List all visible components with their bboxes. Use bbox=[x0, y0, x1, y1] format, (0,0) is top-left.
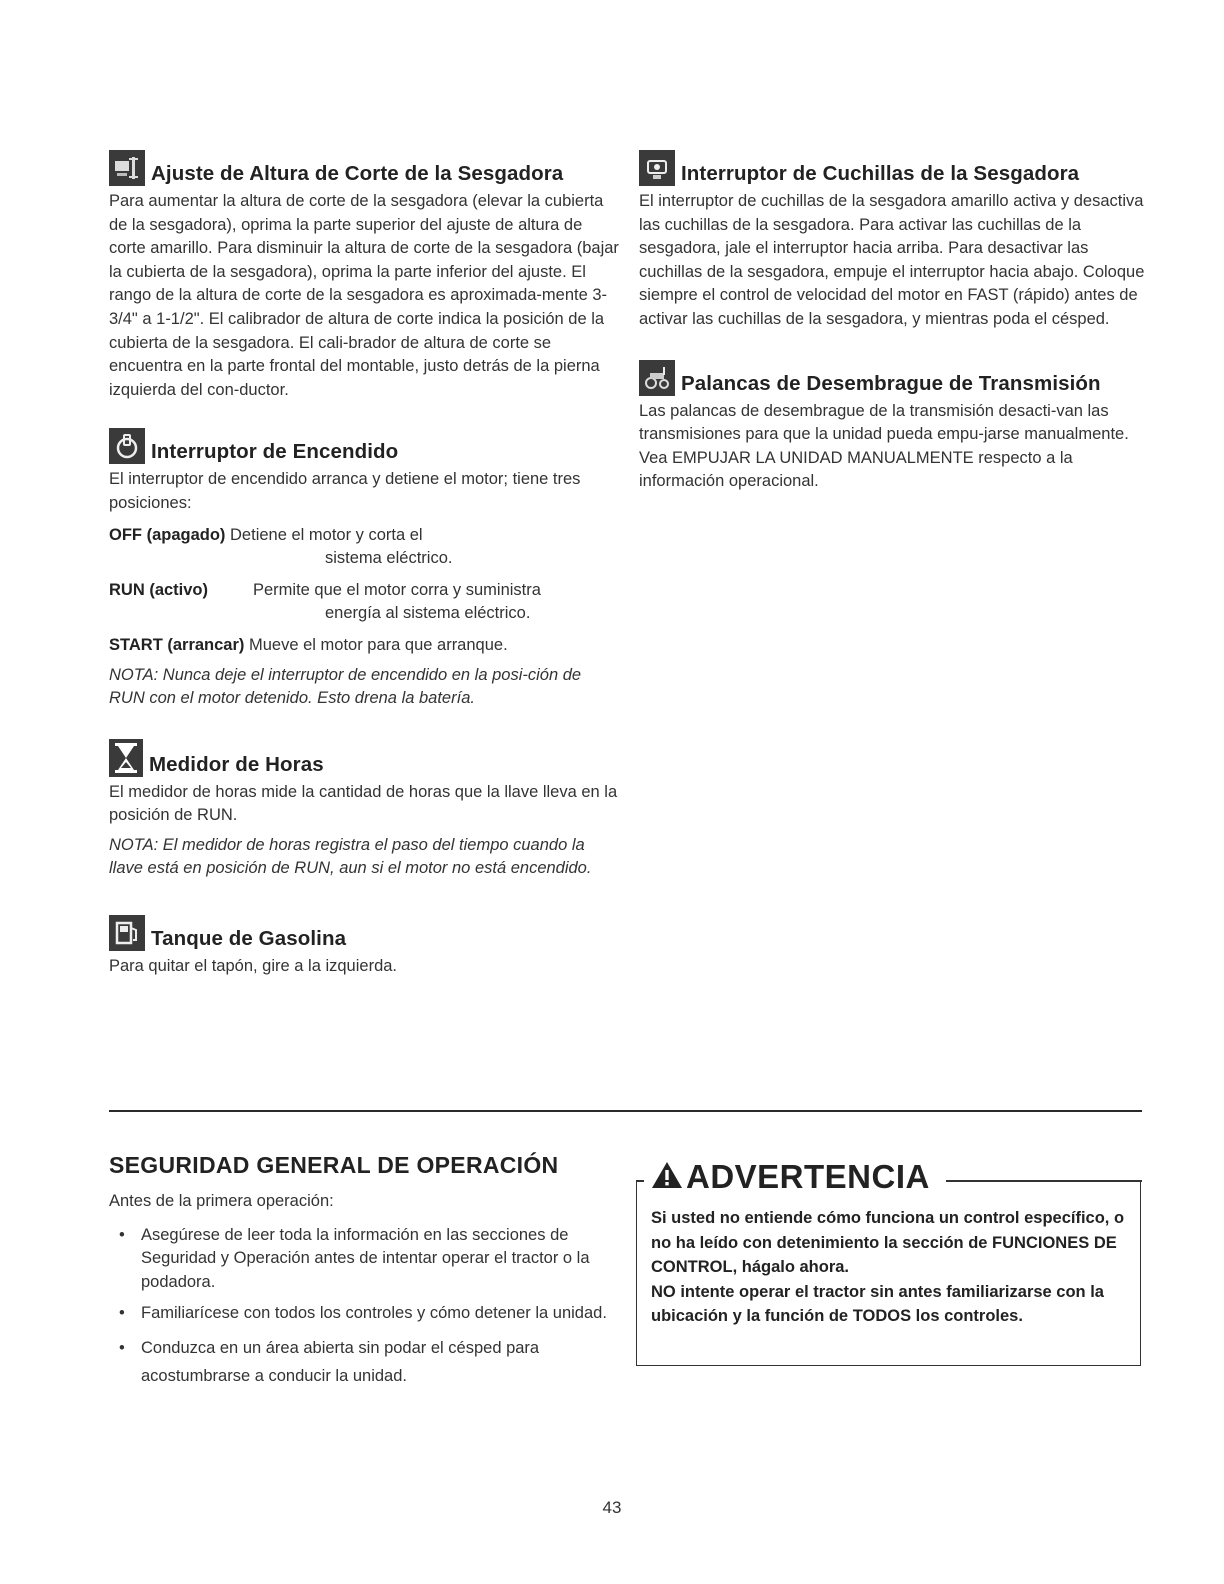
right-column bbox=[639, 150, 1149, 494]
section-title: Medidor de Horas bbox=[149, 752, 324, 776]
bullet-text: Asegúrese de leer toda la información en las secciones de Seguridad y Operación antes de intentar operar el tractor o la podadora. bbox=[141, 1225, 590, 1291]
hourglass-icon bbox=[109, 739, 143, 777]
transmission-icon bbox=[639, 360, 675, 396]
position-label: START (arrancar) bbox=[109, 635, 245, 654]
section-title: Tanque de Gasolina bbox=[151, 927, 347, 951]
section-header bbox=[639, 150, 1149, 186]
page-number: 43 bbox=[602, 1498, 622, 1517]
warning-header bbox=[650, 1158, 930, 1196]
section-medidor-horas bbox=[109, 739, 619, 881]
position-text-cont: sistema eléctrico. bbox=[325, 549, 453, 568]
section-divider bbox=[109, 1110, 1142, 1112]
section-body: El interruptor de encendido arranca y detiene el motor; tiene tres posiciones: bbox=[109, 470, 581, 512]
section-header bbox=[109, 150, 619, 186]
position-start bbox=[109, 634, 619, 658]
general-intro: Antes de la primera operación: bbox=[109, 1192, 334, 1210]
position-text: Mueve el motor para que arranque. bbox=[249, 635, 508, 654]
left-column bbox=[109, 150, 619, 979]
section-header bbox=[639, 360, 1149, 396]
blade-switch-icon bbox=[639, 150, 675, 186]
section-header bbox=[109, 428, 619, 464]
section-body: Para quitar el tapón, gire a la izquierda. bbox=[109, 957, 398, 976]
section-body: El medidor de horas mide la cantidad de horas que la llave lleva en la posición de RUN. bbox=[109, 782, 618, 825]
bullet-icon: • bbox=[119, 1304, 125, 1323]
position-text: Detiene el motor y corta el bbox=[230, 525, 423, 544]
bullet-icon: • bbox=[119, 1338, 125, 1357]
position-label: OFF (apagado) bbox=[109, 525, 226, 544]
warning-triangle-icon bbox=[650, 1160, 684, 1195]
general-safety-title: SEGURIDAD GENERAL DE OPERACIÓN bbox=[109, 1152, 559, 1178]
bullet-item bbox=[109, 1224, 629, 1295]
position-text-cont: energía al sistema eléctrico. bbox=[325, 604, 531, 623]
warning-title: ADVERTENCIA bbox=[686, 1158, 930, 1195]
section-body: Para aumentar la altura de corte de la sesgadora (elevar la cubierta de la sesgadora), oprima la parte superior del ajuste de altura de corte amarillo. Para disminuir la altura de corte de la sesgadora (bajar la cubierta de la sesgadora), oprima la parte inferior del ajuste. El rango de la altura de corte de la sesgadora es aproximada-mente 3-3/4" a 1-1/2". El calibrador de altura de corte indica la posición de la cubierta de la sesgadora. El cali-brador de altura de corte se encuentra en la parte frontal del montable, justo detrás de la pierna izquierda del con-ductor. bbox=[109, 192, 619, 399]
section-body: El interruptor de cuchillas de la sesgadora amarillo activa y desactiva las cuchillas de la sesgadora. Para activar las cuchillas de la sesgadora, jale el interruptor hacia arriba. Para desactivar las cuchillas de la sesgadora, empuje el interruptor hacia abajo. Coloque siempre el control de velocidad del motor en FAST (rápido) antes de activar las cuchillas de la sesgadora, y mientras poda el césped. bbox=[639, 192, 1145, 328]
section-palancas bbox=[639, 360, 1149, 494]
section-title: Palancas de Desembrague de Transmisión bbox=[681, 371, 1101, 395]
position-run bbox=[109, 579, 619, 626]
section-tanque bbox=[109, 915, 619, 979]
position-label: RUN (activo) bbox=[109, 580, 209, 599]
section-ajuste-altura bbox=[109, 150, 619, 402]
bullet-text: Familiarícese con todos los controles y cómo detener la unidad. bbox=[141, 1304, 607, 1323]
position-text: Permite que el motor corra y suministra bbox=[253, 580, 541, 599]
bullet-text: Conduzca en un área abierta sin podar el césped para acostumbrarse a conducir la unidad. bbox=[141, 1338, 540, 1385]
warning-text bbox=[651, 1206, 1131, 1329]
section-body: Las palancas de desembrague de la transmisión desacti-van las transmisiones para que la unidad pueda empu-jarse manualmente. Vea EMPUJAR LA UNIDAD MANUALMENTE respecto a la información operacional. bbox=[639, 401, 1129, 491]
warning-line-2: NO intente operar el tractor sin antes familiarizarse con la ubicación y la función de TODOS los controles. bbox=[651, 1282, 1104, 1325]
warning-line-1: Si usted no entiende cómo funciona un control específico, o no ha leído con detenimiento la sección de FUNCIONES DE CONTROL, hágalo ahora. bbox=[651, 1209, 1125, 1276]
general-safety-body bbox=[109, 1190, 629, 1390]
section-title: Ajuste de Altura de Corte de la Sesgadora bbox=[151, 162, 564, 185]
fuel-icon bbox=[109, 915, 145, 951]
section-title: Interruptor de Encendido bbox=[151, 440, 399, 464]
bullet-icon: • bbox=[119, 1225, 125, 1244]
position-off bbox=[109, 524, 619, 571]
mower-height-icon bbox=[109, 150, 145, 186]
bullet-item bbox=[109, 1334, 629, 1390]
section-note: NOTA: Nunca deje el interruptor de encendido en la posi-ción de RUN con el motor detenido. Esto drena la batería. bbox=[109, 665, 582, 708]
section-title: Interruptor de Cuchillas de la Sesgadora bbox=[681, 162, 1080, 185]
section-interruptor-cuchillas bbox=[639, 150, 1149, 332]
section-header bbox=[109, 915, 619, 951]
ignition-icon bbox=[109, 428, 145, 464]
bullet-item bbox=[109, 1302, 629, 1326]
section-note: NOTA: El medidor de horas registra el paso del tiempo cuando la llave está en posición de RUN, aun si el motor no está encendido. bbox=[109, 835, 592, 878]
section-header bbox=[109, 739, 619, 777]
section-encendido bbox=[109, 428, 619, 710]
